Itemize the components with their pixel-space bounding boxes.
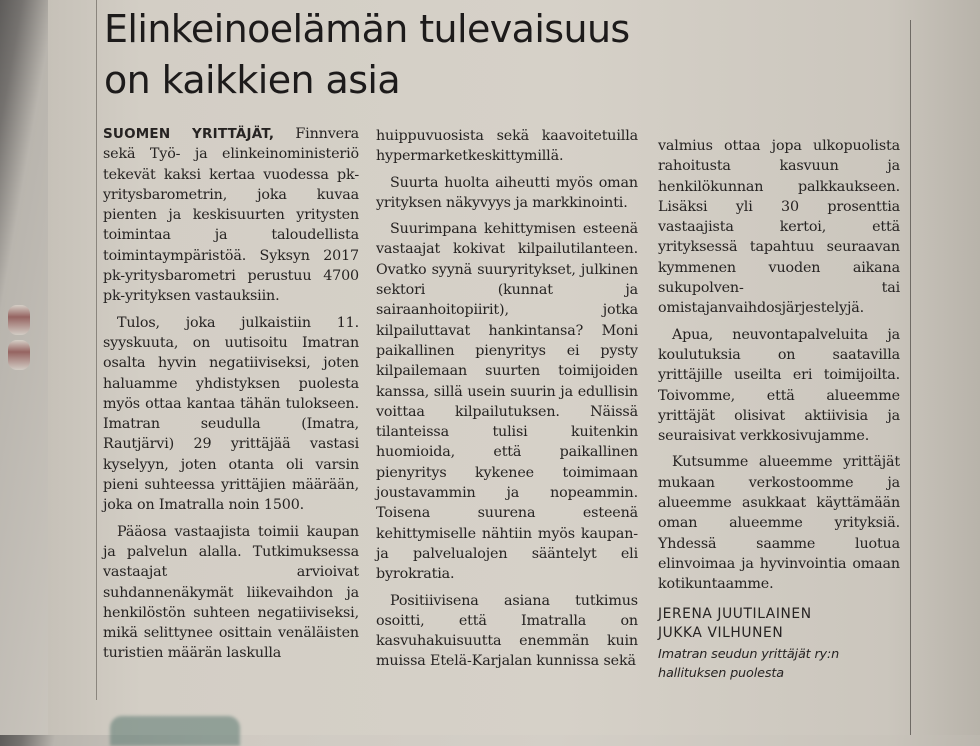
lead-in: SUOMEN YRITTÄJÄT, [103,126,275,142]
article-column-1 [103,124,359,670]
headline-line-2: on kaikkien asia [104,58,401,102]
article-column-3 [658,136,900,683]
paragraph: Tulos, joka julkaistiin 11. syyskuuta, on uutisoitu Imatran osalta hyvin negatiiviseksi, joten haluamme yhdistyksen puolesta myös ottaa kantaa tähän tulokseen. Imatran seudulla (Imatra, Rautjärvi) 29 yrittäjää vastasi kyselyyn, joten otanta oli varsin pieni suhteessa yrittäjien määrään, joka on Imatralla noin 1500. [103,314,359,514]
paragraph: huippuvuosista sekä kaavoitetuilla hypermarketkeskittymillä. [376,128,638,165]
paragraph: Apua, neuvontapalveluita ja koulutuksia on saatavilla yrittäjille useilta eri toimijoilta. Toivomme, että alueemme yrittäjät olisivat aktiivisia ja seuraisivat verkkosivujamme. [658,326,900,445]
paragraph [103,124,359,307]
paragraph: Pääosa vastaajista toimii kaupan ja palvelun alalla. Tutkimuksessa vastaajat arvioivat suhdannenäkymät liikevaihdon ja henkilöstön suhteen negatiiviseksi, mikä selittynee osittain venäläisten turistien määrän laskulla [103,523,359,662]
paragraph: Positiivisena asiana tutkimus osoitti, että Imatralla on kasvuhakuisuutta enemmän kuin muissa Etelä-Karjalan kunnissa sekä [376,592,638,670]
column-rule-left [96,0,97,700]
author-name: JERENA JUUTILAINEN [658,605,812,622]
next-article-heading-fragment [110,716,240,746]
paragraph: valmius ottaa jopa ulkopuolista rahoitusta kasvuun ja henkilökunnan palkkaukseen. Lisäksi yli 30 prosenttia vastaajista kertoi, että yrityksessä tapahtuu seuraavan kymmenen vuoden aikana sukupolven- tai omistajanvaihdosjärjestelyjä. [658,138,900,317]
paragraph: Kutsumme alueemme yrittäjät mukaan verkostoomme ja alueemme asukkaat käyttämään oman alueemme yrityksiä. Yhdessä saamme luotua elinvoimaa ja hyvinvointia omaan kotikuntaamme. [658,454,900,593]
signature [658,605,900,643]
paragraph: Suurta huolta aiheutti myös oman yrityksen näkyvyys ja markkinointi. [376,174,638,211]
headline [104,4,704,106]
binder-hole [8,340,30,370]
author-name: JUKKA VILHUNEN [658,624,784,641]
paragraph: Suurimpana kehittymisen esteenä vastaajat kokivat kilpailutilanteen. Ovatko syynä suuryritykset, julkinen sektori (kunnat ja sairaanhoitopiirit), jotka kilpailuttavat hankintansa? Moni paikallinen pienyritys ei pysty kilpailemaan suurten toimijoiden kanssa, sillä usein suurin ja edullisin voittaa kilpailutuksen. Näissä tilanteissa tulisi kuitenkin huomioida, että paikallinen pienyritys kykenee toimimaan joustavammin ja nopeammin. Toisena suurena esteenä kehittymiselle nähtiin myös kaupan- ja palvelualojen sääntelyt eli byrokratia. [376,221,638,583]
binder-hole [8,305,30,335]
author-organization: Imatran seudun yrittäjät ry:n hallituksen puolesta [658,646,840,681]
headline-line-1: Elinkeinoelämän tulevaisuus [104,7,630,51]
article-column-2 [376,126,638,678]
paragraph-text: Finnvera sekä Työ- ja elinkeinoministeriö tekevät kaksi kertaa vuodessa pk-yritysbarometrin, joka kuvaa pienten ja keskisuurten yritysten toimintaa ja taloudellista toimintaympäristöä. Syksyn 2017 pk-yritysbarometri perustuu 4700 pk-yrityksen vastauksiin. [103,126,359,305]
column-rule-right [910,20,911,735]
